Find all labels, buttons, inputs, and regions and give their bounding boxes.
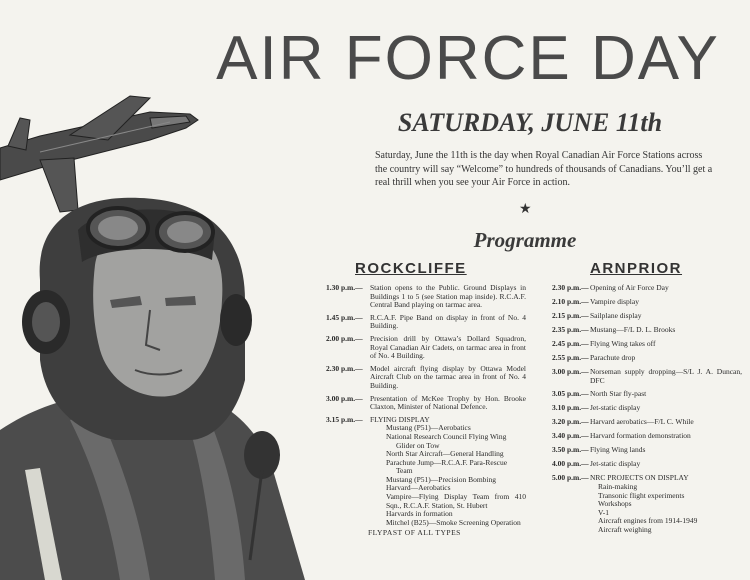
entry-time: 2.55 p.m.— xyxy=(552,352,589,362)
entry-line: NRC PROJECTS ON DISPLAY xyxy=(590,473,689,483)
arnprior-schedule xyxy=(552,284,742,540)
entry-description xyxy=(370,395,526,412)
entry-line: Opening of Air Force Day xyxy=(590,283,669,292)
intro-paragraph: Saturday, June the 11th is the day when Royal Canadian Air Force Stations across the country will say “Welcome” to hundreds of thousands of Canadians. You’ll get a real thrill when you see your Air Force in action. xyxy=(375,150,713,188)
entry-line: Mustang—F/L D. L. Brooks xyxy=(590,324,676,334)
entry-line: Norseman supply dropping—S/L J. A. Duncan, DFC xyxy=(590,366,742,385)
programme-heading: Programme xyxy=(473,228,577,252)
schedule-entry xyxy=(552,340,742,349)
star-icon: ★ xyxy=(519,202,532,217)
entry-time: 2.35 p.m.— xyxy=(552,324,589,334)
entry-line: FLYING DISPLAY xyxy=(370,414,430,424)
schedule-entry xyxy=(552,446,742,455)
schedule-entry xyxy=(326,314,526,331)
rockcliffe-closing: FLYPAST OF ALL TYPES xyxy=(368,528,461,537)
entry-description xyxy=(590,284,742,293)
entry-description xyxy=(590,474,742,534)
page-title: AIR FORCE DAY xyxy=(216,24,720,93)
entry-line: Flying Wing takes off xyxy=(590,338,656,348)
entry-time: 3.20 p.m.— xyxy=(552,417,589,427)
entry-line: Parachute drop xyxy=(590,352,636,362)
entry-time: 2.45 p.m.— xyxy=(552,338,589,348)
entry-line: North Star Aircraft—General Handling xyxy=(386,449,504,459)
entry-line: Mustang (P51)—Precision Bombing xyxy=(386,474,496,484)
schedule-entry xyxy=(552,474,742,534)
entry-line: North Star fly-past xyxy=(590,389,647,399)
schedule-entry xyxy=(552,312,742,321)
entry-description xyxy=(590,368,742,385)
entry-description xyxy=(370,284,526,310)
entry-description xyxy=(370,314,526,331)
rockcliffe-schedule xyxy=(326,284,526,531)
entry-time: 3.00 p.m.— xyxy=(326,393,363,403)
schedule-entry xyxy=(326,284,526,310)
rockcliffe-heading: ROCKCLIFFE xyxy=(355,260,467,277)
entry-time: 1.45 p.m.— xyxy=(326,312,363,322)
schedule-entry xyxy=(552,298,742,307)
entry-line: Model aircraft flying display by Ottawa Model Aircraft Club on the tarmac area in front of No. 4 Building. xyxy=(370,363,526,390)
schedule-entry xyxy=(552,460,742,469)
entry-time: 3.15 p.m.— xyxy=(326,414,363,424)
entry-description xyxy=(590,312,742,321)
entry-description xyxy=(590,418,742,427)
entry-line: Mitchel (B25)—Smoke Screening Operation xyxy=(386,517,521,527)
schedule-entry xyxy=(552,404,742,413)
entry-description xyxy=(590,432,742,441)
entry-description xyxy=(370,335,526,361)
entry-line: V-1 xyxy=(598,507,609,517)
entry-description xyxy=(590,460,742,469)
entry-time: 2.10 p.m.— xyxy=(552,296,589,306)
entry-line: Team xyxy=(396,466,413,476)
entry-description xyxy=(590,340,742,349)
entry-time: 3.05 p.m.— xyxy=(552,389,589,399)
entry-line: Glider on Tow xyxy=(396,440,440,450)
entry-line: Transonic flight experiments xyxy=(598,490,685,500)
entry-line: National Research Council Flying Wing xyxy=(386,431,507,441)
entry-line: Flying Wing lands xyxy=(590,445,646,455)
entry-line: Aircraft weighing xyxy=(598,524,652,534)
entry-description xyxy=(590,326,742,335)
schedule-entry xyxy=(552,432,742,441)
schedule-entry xyxy=(552,418,742,427)
entry-line: Jet-static display xyxy=(590,403,641,413)
entry-description xyxy=(590,404,742,413)
schedule-entry xyxy=(552,284,742,293)
entry-description xyxy=(370,416,526,528)
entry-time: 2.30 p.m.— xyxy=(326,363,363,373)
entry-time: 3.40 p.m.— xyxy=(552,431,589,441)
entry-description xyxy=(590,390,742,399)
entry-line: Vampire—Flying Display Team from 410 Sqn., R.C.A.F. Station, St. Hubert xyxy=(386,492,526,510)
entry-line: Jet-static display xyxy=(590,459,641,469)
entry-time: 3.10 p.m.— xyxy=(552,403,589,413)
schedule-entry xyxy=(552,354,742,363)
schedule-entry xyxy=(326,335,526,361)
schedule-entry xyxy=(326,395,526,412)
entry-time: 2.30 p.m.— xyxy=(552,283,589,292)
event-date: SATURDAY, JUNE 11th xyxy=(397,108,663,137)
jet-aircraft-drawing xyxy=(0,96,198,212)
entry-line: Rain-making xyxy=(598,481,638,491)
entry-time: 5.00 p.m.— xyxy=(552,473,589,483)
entry-line: Parachute Jump—R.C.A.F. Para-Rescue xyxy=(386,457,508,467)
entry-description xyxy=(370,365,526,391)
arnprior-heading: ARNPRIOR xyxy=(590,260,683,277)
schedule-entry xyxy=(552,368,742,385)
entry-line: Sailplane display xyxy=(590,310,642,320)
entry-line: Vampire display xyxy=(590,296,639,306)
entry-line: Mustang (P51)—Aerobatics xyxy=(386,423,471,433)
entry-line: Workshops xyxy=(598,499,632,509)
pilot-figure xyxy=(0,198,305,580)
schedule-entry xyxy=(326,416,526,528)
entry-line: Harvard aerobatics—F/L C. While xyxy=(590,417,694,427)
entry-line: Station opens to the Public. Ground Displays in Buildings 1 to 5 (see Station map inside). R.C.A.F. Central Band playing on tarmac area. xyxy=(370,283,526,310)
entry-line: Harvard—Aerobatics xyxy=(386,483,451,493)
entry-description xyxy=(590,446,742,455)
entry-line: Harvards in formation xyxy=(386,509,453,519)
entry-description xyxy=(590,298,742,307)
entry-time: 2.00 p.m.— xyxy=(326,333,363,343)
entry-time: 2.15 p.m.— xyxy=(552,310,589,320)
schedule-entry xyxy=(326,365,526,391)
entry-time: 3.50 p.m.— xyxy=(552,445,589,455)
entry-time: 3.00 p.m.— xyxy=(552,366,589,376)
schedule-entry xyxy=(552,326,742,335)
entry-line: Precision drill by Ottawa’s Dollard Squadron, Royal Canadian Air Cadets, on tarmac area in front of No. 4 Building. xyxy=(370,333,526,361)
entry-line: R.C.A.F. Pipe Band on display in front of No. 4 Building. xyxy=(370,312,526,331)
entry-time: 1.30 p.m.— xyxy=(326,283,363,292)
schedule-entry xyxy=(552,390,742,399)
entry-description xyxy=(590,354,742,363)
entry-line: Presentation of McKee Trophy by Hon. Brooke Claxton, Minister of National Defence. xyxy=(370,393,526,412)
entry-time: 4.00 p.m.— xyxy=(552,459,589,469)
entry-line: Aircraft engines from 1914-1949 xyxy=(598,516,698,526)
entry-line: Harvard formation demonstration xyxy=(590,431,691,441)
